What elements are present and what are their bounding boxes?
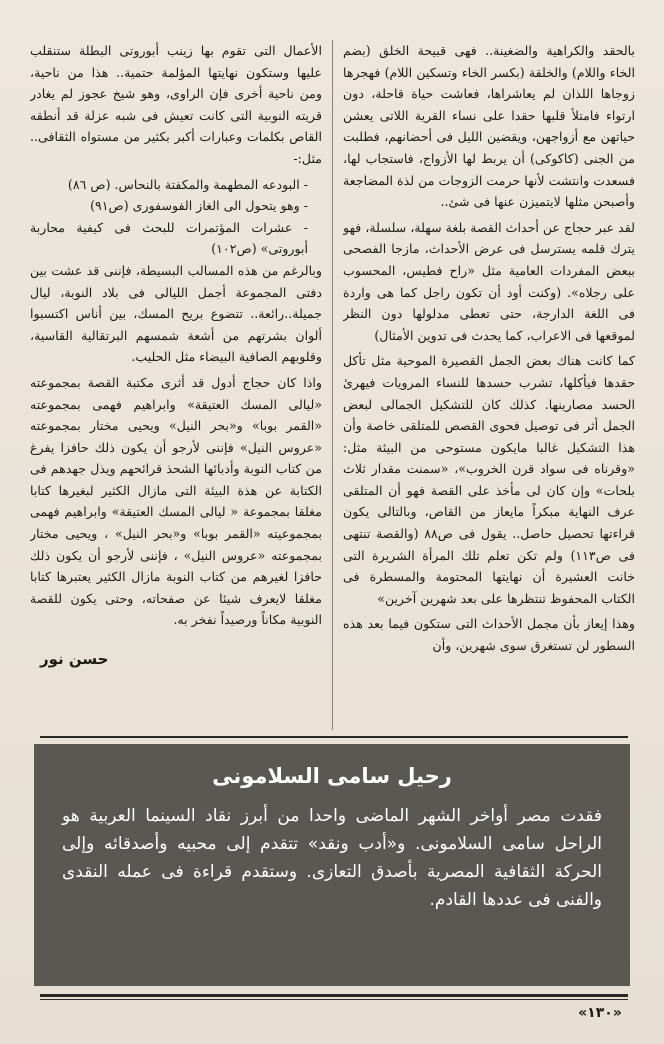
section-divider [40, 736, 628, 738]
obituary-title: رحيل سامى السلامونى [212, 764, 452, 788]
example-item: - عشرات المؤتمرات للبحث فى كيفية محاربة أبوروتى» (ص١٠٢) [30, 219, 308, 257]
example-item: - البودعه المطهمة والمكفتة بالنحاس. (ص ٨٦) [67, 176, 308, 192]
footer-rule-thin [40, 999, 628, 1000]
author-signature: حسن نور [40, 650, 109, 669]
paragraph: وبالرغم من هذه المسالب البسيطة، فإننى قد عشت بين دفتى المجموعة أجمل الليالى فى بلاد النوبة، ليال جميلة..رائعة.. تتضوع بريح المسك، بين أناس اكتسبوا ألوان بشرتهم من أشعة شمسهم البرتقالية القاسية، وقلوبهم الصافية البيضاء مثل الحليب. [30, 262, 322, 365]
example-item: - وهو يتحول الى الغاز الفوسفورى (ص٩١) [90, 198, 308, 214]
page-number: «١٣٠» [578, 1005, 622, 1021]
paragraph: وهذا إيعاز بأن مجمل الأحداث التى ستكون فيما بعد هذه السطور لن تستغرق سوى شهرين، وأن [343, 616, 635, 654]
paragraph: الأعمال التى تقوم بها زينب أبوروتى البطلة ستنقلب عليها وستكون نهايتها المؤلمة حتمية.. هذا من ناحية، ومن ناحية أخرى فإن الراوى، وهو شيخ عجوز لم يغادر قريته النوبية التى كانت تعيش فى شبه عزلة قد أنطقه القاص بكلمات وعبارات أكبر بكثير من مستواه الثقافى.. مثل:- [30, 43, 322, 166]
column-divider [332, 40, 333, 730]
paragraph: لقد عبر حجاج عن أحداث القصة بلغة سهلة، سلسلة، فهو يترك قلمه يسترسل فى عرض الأحداث، مازجا الفصحى ببعض المفردات العامية مثل «راح فطيس، المحسوب على رجلاه». (وكنت أود أن تكون راجل كما هى واردة فى اللغة الدارجة، حتى تعطى مدلولها دون النظر لموقعها فى الاعراب، كما يحدث فى تدوين الأمثال) [343, 219, 635, 343]
left-column [30, 40, 322, 730]
paragraph: كما كانت هناك بعض الجمل القصيرة الموحية مثل تأكل حقدها فيأكلها، تشرب حسدها للنساء المرويات فيهرئ الحسد مصارينها. كذلك كان للتشكيل الجمالى لبعض الجمل أثر فى توصيل فحوى القصص للمتلقى خاصة وأن هذا التشكيل غالبا مايكون مستوحى من البيئة مثل: «وقرناه فى سواد قرن الخروب»، «سمنت مقدار ثلاث بلحات» وإن كان لى مأخذ على القصة فهو أن المتلقى عرف النهاية مبكراً مايعاز من القاص، وبالتالى يكون قراءتها تحصيل حاصل.. يقول فى ص٨٨ (والقصة تنتهى فى ص١١٣) ولم تكن تعلم تلك المرأة الشريرة التى خانت العشيرة أن نهايتها المحتومة والمسطرة فى الكتاب المحفوظ تنتظرها على بعد شهرين آخرين» [343, 353, 635, 606]
footer-rule [40, 994, 628, 997]
right-column [343, 40, 635, 730]
paragraph: واذا كان حجاج أدول قد أثرى مكتبة القصة بمجموعته «ليالى المسك العتيقة» وابراهيم فهمى بمجموعته «القمر بوبا» و«بحر النيل» ويحيى مختار بمجموعته «عروس النيل» فإننى لأرجو أن يكون ذلك حافزا يفرغ من كتاب النوبة وأدبائها الشحذ قرائحهم ويذل جهدهم فى الكتابة عن هذة البيئة التى مازال الكثير لبغيرها كتابا مغلقا بمجموعة « ليالى المسك العتيقة» وابراهيم فهمى بمجموعيته «القمر بوبا» و«بحر النيل» ، ويحيى مختار بمجموعته «عروس النيل» ، فإننى لأرجو أن يكون ذلك حافزا لغيرهم من كتاب النوبة مازال الكثير يعتبرها كتابا مغلقا لايعرف شيئا عن صفحاته، وحتى يكون للقصة النوبية مكاناً ورصيداً نفخر به. [30, 374, 322, 628]
paragraph: بالحقد والكراهية والضغينة.. فهى قبيحة الخلق (بضم الخاء واللام) والخلقة (بكسر الخاء وتسكين اللام) فهجرها زوجاها اللذان لم يعاشراها، فعاشت حياة قاحلة، دون ارتواء فامتلأ قلبها حقدا على نساء القرية اللاتى يعشن حياتهن مع أزواجهن، ويقضين الليل فى أحضانهم، فطلبت من الجنى (كاكوكى) أن يربط لها الأزواج، فاستجاب لها، فسعدت وانتشت لأنها حرمت الزوجات من لذة المضاجعة وأصبحن مثلها لايتميزن عنها فى شئ.. [343, 43, 635, 210]
obituary-text: فقدت مصر أواخر الشهر الماضى واحدا من أبرز نقاد السينما العربية هو الراحل سامى السلامونى. و«أدب ونقد» تتقدم إلى محبيه وأصدقائه وإلى الحركة الثقافية المصرية بأصدق التعازى. وستقدم قراءة فى عمله النقدى والفنى فى عددها القادم. [62, 806, 602, 910]
obituary-box [34, 744, 630, 986]
